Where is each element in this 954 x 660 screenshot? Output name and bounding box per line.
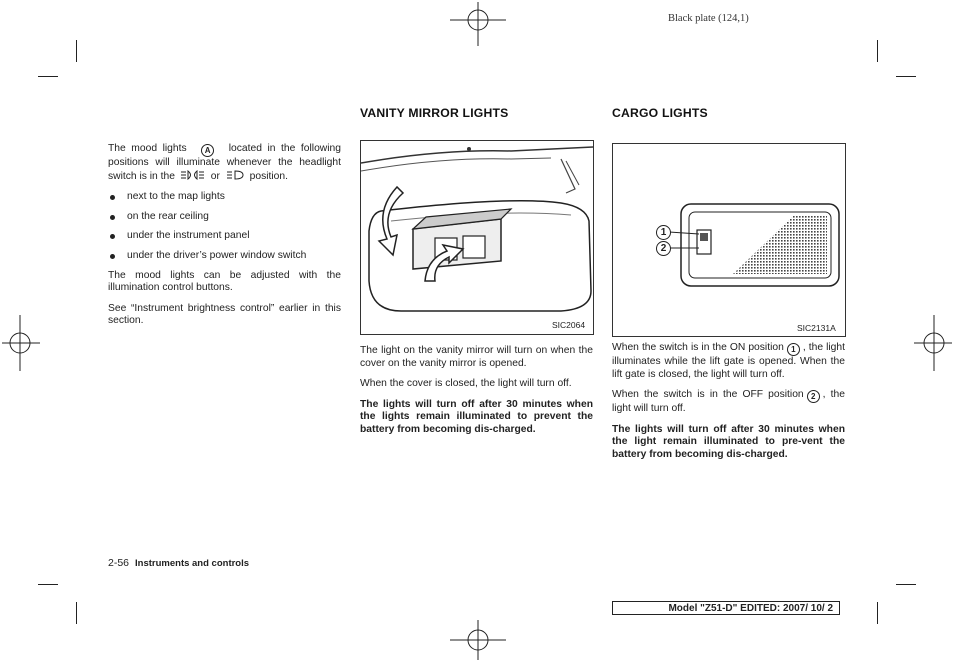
cargo-light-illustration — [613, 144, 845, 336]
cargo-heading: CARGO LIGHTS — [612, 106, 708, 120]
vanity-text-column — [360, 345, 593, 437]
registration-mark-top — [450, 2, 506, 46]
cargo-warning: The lights will turn off after 30 minutes when the light remain illuminated to pre-vent the battery from becoming dis-charged. — [612, 423, 845, 460]
section-title: Instruments and controls — [135, 558, 250, 569]
marker-2-icon: 2 — [807, 390, 820, 403]
list-item: on the rear ceiling — [108, 211, 341, 224]
adjust-paragraph: The mood lights can be adjusted with the illumination control buttons. — [108, 269, 341, 294]
marker-a-icon: A — [201, 144, 214, 157]
mood-lights-intro: The mood lights A located in the following positions will illuminate whenever the headlight switch is in the or position. — [108, 143, 341, 182]
list-item: next to the map lights — [108, 191, 341, 204]
list-item: under the instrument panel — [108, 230, 341, 243]
vanity-warning: The lights will turn off after 30 minutes when the lights remain illuminated to prevent the battery from becoming dis-charged. — [360, 398, 593, 435]
plate-label: Black plate (124,1) — [668, 13, 749, 24]
callout-2: 2 — [656, 241, 671, 256]
vanity-figure — [360, 140, 594, 335]
callout-1: 1 — [656, 225, 671, 240]
see-paragraph: See “Instrument brightness control” earlier in this section. — [108, 302, 341, 327]
mood-lights-column — [108, 143, 341, 328]
list-item: under the driver’s power window switch — [108, 250, 341, 263]
registration-mark-left — [2, 315, 40, 371]
page-number: 2-56 — [108, 557, 130, 569]
cargo-figure — [612, 143, 846, 337]
marker-1-icon: 1 — [787, 343, 800, 356]
mood-lights-list — [108, 191, 341, 262]
cargo-figure-code: SIC2131A — [797, 323, 836, 333]
vanity-paragraph-1: The light on the vanity mirror will turn on when the cover on the vanity mirror is opened. — [360, 345, 593, 369]
registration-mark-right — [914, 315, 952, 371]
vanity-mirror-illustration — [361, 141, 593, 334]
model-box: Model "Z51-D" EDITED: 2007/ 10/ 2 — [612, 601, 840, 615]
page-footer — [108, 557, 249, 569]
cargo-paragraph-1: When the switch is in the ON position 1 , the light illuminates while the lift gate is opened. When the lift gate is closed, the light will turn off. — [612, 342, 845, 380]
vanity-paragraph-2: When the cover is closed, the light will turn off. — [360, 378, 572, 390]
side-lights-icon — [180, 170, 206, 180]
vanity-heading: VANITY MIRROR LIGHTS — [360, 106, 509, 120]
registration-mark-bottom — [450, 620, 506, 660]
cargo-text-column — [612, 342, 845, 462]
vanity-figure-code: SIC2064 — [552, 320, 586, 330]
headlight-icon — [226, 170, 244, 180]
cargo-paragraph-2: When the switch is in the OFF position 2 , the light will turn off. — [612, 389, 845, 415]
